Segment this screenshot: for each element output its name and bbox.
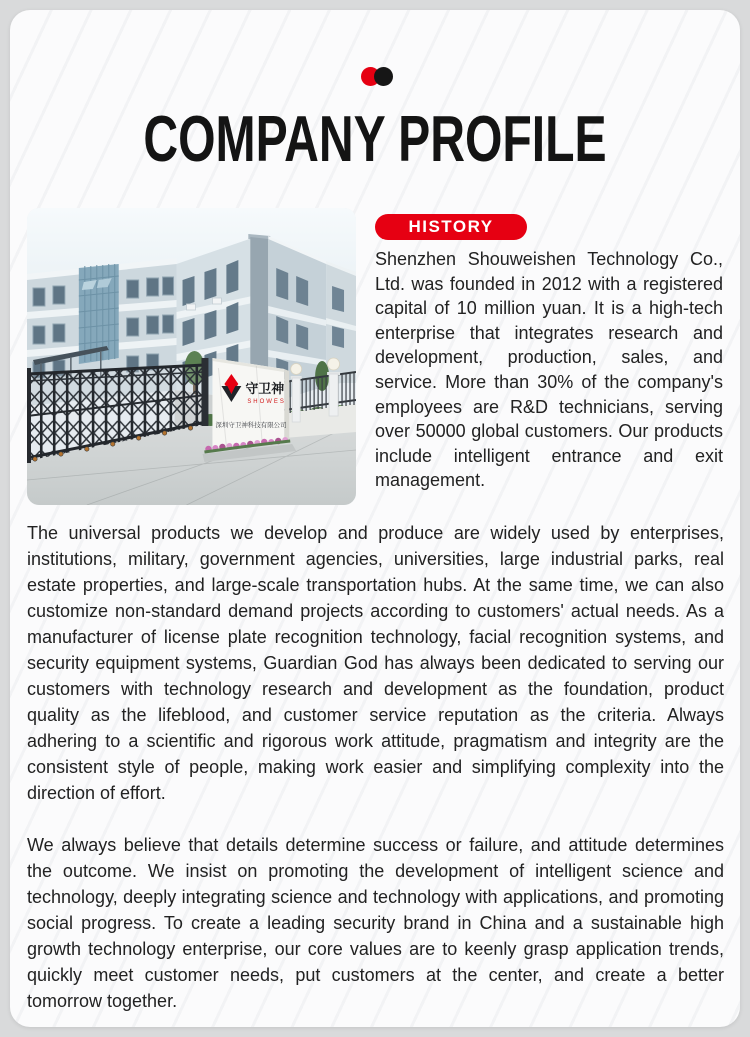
black-dot-icon (374, 67, 393, 86)
history-badge: HISTORY (375, 214, 527, 240)
brand-dots-icon (10, 67, 740, 87)
paragraph-1: The universal products we develop and produce are widely used by enterprises, institutions, military, government agencies, universities, large industrial parks, real estate properties, and large-scale transportation hubs. At the same time, we can also customize non-standard demand projects according to customers' actual needs. As a manufacturer of license plate recognition technology, facial recognition systems, and security equipment systems, Guardian God has always been dedicated to serving our customers with technology research and development as the foundation, product quality as the lifeblood, and customer service reputation as the criteria. Always adhering to a scientific and rigorous work attitude, pragmatism and integrity are the consistent style of people, making work easier and simplifying complexity into the direction of effort. (27, 523, 724, 803)
sign-logo-cn: 守卫神 (245, 380, 285, 397)
sign-company-name: 深圳守卫神科技有限公司 (215, 421, 287, 430)
company-building-photo (27, 208, 356, 505)
history-paragraph: Shenzhen Shouweishen Technology Co., Ltd. was founded in 2012 with a registered capital of 10 million yuan. It is a high-tech enterprise that integrates research and development, production, sales, and service. More than 30% of the company's employees are R&D technicians, serving over 50000 global customers. Our products include intelligent entrance and exit management. (375, 249, 723, 491)
sign-logo-en: SHOWES (247, 398, 286, 406)
body-paragraphs (27, 520, 724, 1037)
page-title-text: COMPANY PROFILE (143, 102, 607, 175)
company-sign-wall (212, 358, 289, 450)
content-card (10, 10, 740, 1027)
page-title (10, 102, 740, 175)
building-scene (27, 208, 356, 505)
paragraph-2: We always believe that details determine success or failure, and attitude determines the outcome. We insist on promoting the development of intelligent science and technology, deeply integrating science and technology with applications, and promoting social progress. To create a leading security brand in China and a sustainable high growth technology enterprise, our core values are to keenly grasp application trends, quickly meet customer needs, put customers at the center, and create a better tomorrow together. (27, 835, 724, 1011)
